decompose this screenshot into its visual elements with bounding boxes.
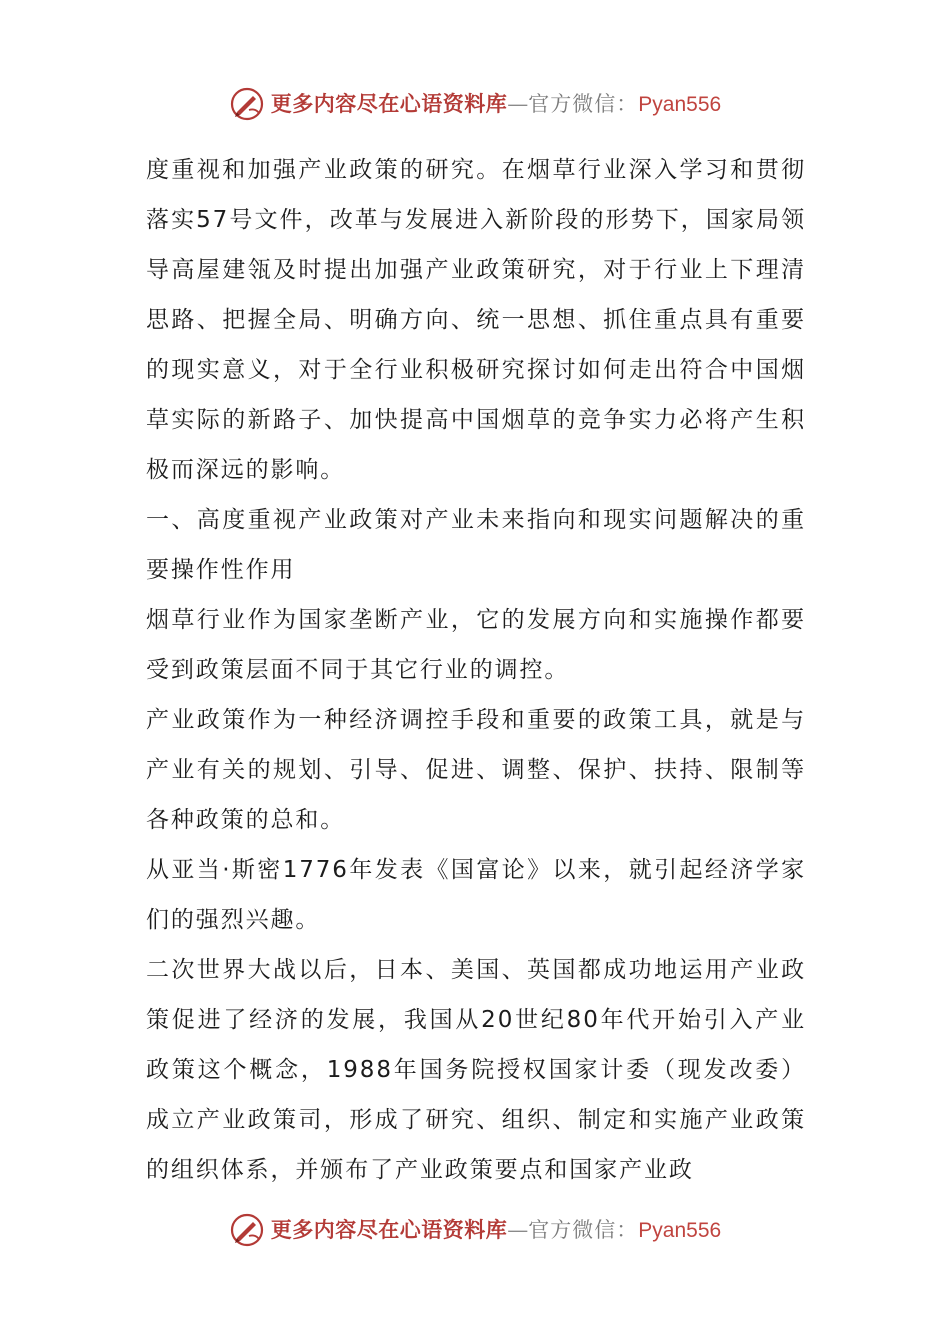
banner-wechat-id: Pyan556	[638, 92, 722, 116]
paragraph: 从亚当·斯密1776年发表《国富论》以来，就引起经济学家们的强烈兴趣。	[146, 857, 806, 933]
paragraph: 产业政策作为一种经济调控手段和重要的政策工具，就是与产业有关的规划、引导、促进、调整、保护、扶持、限制等各种政策的总和。	[146, 707, 806, 833]
banner-separator: —	[507, 1217, 529, 1242]
document-body	[146, 145, 806, 1195]
paragraph: 烟草行业作为国家垄断产业，它的发展方向和实施操作都要受到政策层面不同于其它行业的调控。	[146, 607, 806, 683]
banner-wechat-label: 官方微信：	[528, 1217, 639, 1242]
banner-text	[271, 1210, 721, 1251]
banner-wechat-id: Pyan556	[638, 1218, 722, 1242]
paragraph: 度重视和加强产业政策的研究。在烟草行业深入学习和贯彻落实57号文件，改革与发展进入新阶段的形势下，国家局领导高屋建瓴及时提出加强产业政策研究，对于行业上下理清思路、把握全局、明确方向、统一思想、抓住重点具有重要的现实意义，对于全行业积极研究探讨如何走出符合中国烟草实际的新路子、加快提高中国烟草的竞争实力必将产生积极而深远的影响。	[146, 157, 806, 483]
header-banner	[0, 84, 950, 124]
section-heading: 一、高度重视产业政策对产业未来指向和现实问题解决的重要操作性作用	[146, 507, 806, 583]
paragraph: 二次世界大战以后，日本、美国、英国都成功地运用产业政策促进了经济的发展，我国从20世纪80年代开始引入产业政策这个概念，1988年国务院授权国家计委（现发改委）成立产业政策司，形成了研究、组织、制定和实施产业政策的组织体系，并颁布了产业政策要点和国家产业政	[146, 957, 806, 1183]
banner-text	[271, 84, 721, 125]
pen-logo-icon	[229, 1212, 265, 1248]
banner-main-text: 更多内容尽在心语资料库	[270, 1216, 508, 1242]
footer-banner	[0, 1210, 950, 1250]
pen-logo-icon	[229, 86, 265, 122]
banner-separator: —	[507, 91, 529, 116]
banner-wechat-label: 官方微信：	[528, 91, 639, 116]
banner-main-text: 更多内容尽在心语资料库	[270, 90, 508, 116]
